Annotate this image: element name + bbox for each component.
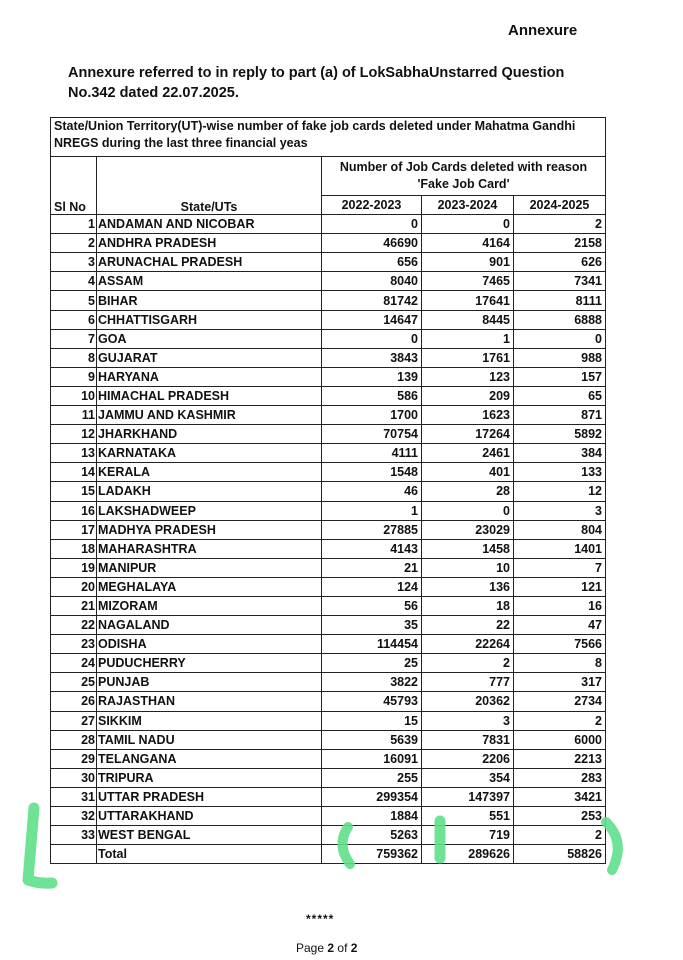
value-2023-2024-cell: 136 bbox=[422, 577, 514, 596]
value-2022-2023-cell: 46690 bbox=[322, 234, 422, 253]
value-2023-2024-cell: 123 bbox=[422, 367, 514, 386]
table-row bbox=[51, 616, 606, 635]
sl-no-cell: 30 bbox=[51, 768, 97, 787]
value-2022-2023-cell: 3822 bbox=[322, 673, 422, 692]
value-2022-2023-cell: 299354 bbox=[322, 787, 422, 806]
value-2022-2023-cell: 1 bbox=[322, 501, 422, 520]
table-row bbox=[51, 463, 606, 482]
value-2023-2024-cell: 0 bbox=[422, 501, 514, 520]
value-2024-2025-cell: 2 bbox=[514, 711, 606, 730]
value-2023-2024-cell: 22264 bbox=[422, 635, 514, 654]
sl-no-cell: 7 bbox=[51, 329, 97, 348]
value-2024-2025-cell: 6888 bbox=[514, 310, 606, 329]
highlight-mark-left bbox=[28, 808, 52, 883]
state-name-cell: MAHARASHTRA bbox=[97, 539, 322, 558]
page-total: 2 bbox=[350, 941, 358, 955]
value-2024-2025-cell: 253 bbox=[514, 807, 606, 826]
sl-no-cell: 20 bbox=[51, 577, 97, 596]
value-2023-2024-cell: 7831 bbox=[422, 730, 514, 749]
value-2022-2023-cell: 5639 bbox=[322, 730, 422, 749]
value-2022-2023-cell: 81742 bbox=[322, 291, 422, 310]
header-state: State/UTs bbox=[97, 157, 322, 215]
value-2023-2024-cell: 209 bbox=[422, 386, 514, 405]
value-2022-2023-cell: 0 bbox=[322, 329, 422, 348]
value-2022-2023-cell: 46 bbox=[322, 482, 422, 501]
state-name-cell: ODISHA bbox=[97, 635, 322, 654]
table-row bbox=[51, 386, 606, 405]
sl-no-cell: 2 bbox=[51, 234, 97, 253]
value-2024-2025-cell: 988 bbox=[514, 348, 606, 367]
sl-no-cell: 27 bbox=[51, 711, 97, 730]
table-title: State/Union Territory(UT)-wise number of fake job cards deleted under Mahatma Gandhi NREGS during the last three financial yeas bbox=[51, 118, 606, 157]
value-2022-2023-cell: 1700 bbox=[322, 406, 422, 425]
value-2023-2024-cell: 551 bbox=[422, 807, 514, 826]
table-row bbox=[51, 596, 606, 615]
value-2023-2024-cell: 147397 bbox=[422, 787, 514, 806]
sl-no-cell: 26 bbox=[51, 692, 97, 711]
sl-no-cell: 31 bbox=[51, 787, 97, 806]
value-2024-2025-cell: 5892 bbox=[514, 425, 606, 444]
value-2023-2024-cell: 719 bbox=[422, 826, 514, 845]
value-2023-2024-cell: 401 bbox=[422, 463, 514, 482]
state-name-cell: ARUNACHAL PRADESH bbox=[97, 253, 322, 272]
state-name-cell: CHHATTISGARH bbox=[97, 310, 322, 329]
table-row bbox=[51, 444, 606, 463]
value-2022-2023-cell: 1884 bbox=[322, 807, 422, 826]
sl-no-cell: 25 bbox=[51, 673, 97, 692]
value-2024-2025-cell: 871 bbox=[514, 406, 606, 425]
value-2024-2025-cell: 283 bbox=[514, 768, 606, 787]
sl-no-cell: 13 bbox=[51, 444, 97, 463]
value-2024-2025-cell: 2734 bbox=[514, 692, 606, 711]
value-2022-2023-cell: 586 bbox=[322, 386, 422, 405]
value-2023-2024-cell: 777 bbox=[422, 673, 514, 692]
table-row bbox=[51, 826, 606, 845]
sl-no-cell: 5 bbox=[51, 291, 97, 310]
sl-no-cell: 10 bbox=[51, 386, 97, 405]
value-2024-2025-cell: 8111 bbox=[514, 291, 606, 310]
table-row bbox=[51, 711, 606, 730]
table-row bbox=[51, 329, 606, 348]
state-name-cell: TRIPURA bbox=[97, 768, 322, 787]
value-2023-2024-cell: 1458 bbox=[422, 539, 514, 558]
sl-no-cell: 16 bbox=[51, 501, 97, 520]
value-2022-2023-cell: 45793 bbox=[322, 692, 422, 711]
state-name-cell: JHARKHAND bbox=[97, 425, 322, 444]
value-2022-2023-cell: 27885 bbox=[322, 520, 422, 539]
value-2023-2024-cell: 18 bbox=[422, 596, 514, 615]
value-2023-2024-cell: 1 bbox=[422, 329, 514, 348]
value-2022-2023-cell: 5263 bbox=[322, 826, 422, 845]
value-2024-2025-cell: 2158 bbox=[514, 234, 606, 253]
value-2023-2024-cell: 28 bbox=[422, 482, 514, 501]
value-2024-2025-cell: 157 bbox=[514, 367, 606, 386]
total-2022-2023: 759362 bbox=[322, 845, 422, 864]
state-name-cell: GOA bbox=[97, 329, 322, 348]
state-name-cell: MADHYA PRADESH bbox=[97, 520, 322, 539]
table-row bbox=[51, 635, 606, 654]
table-row bbox=[51, 749, 606, 768]
value-2024-2025-cell: 121 bbox=[514, 577, 606, 596]
value-2022-2023-cell: 21 bbox=[322, 558, 422, 577]
value-2023-2024-cell: 0 bbox=[422, 215, 514, 234]
value-2022-2023-cell: 56 bbox=[322, 596, 422, 615]
state-name-cell: RAJASTHAN bbox=[97, 692, 322, 711]
state-name-cell: NAGALAND bbox=[97, 616, 322, 635]
state-name-cell: BIHAR bbox=[97, 291, 322, 310]
table-row bbox=[51, 425, 606, 444]
state-name-cell: HARYANA bbox=[97, 367, 322, 386]
value-2022-2023-cell: 3843 bbox=[322, 348, 422, 367]
table-row bbox=[51, 253, 606, 272]
value-2024-2025-cell: 8 bbox=[514, 654, 606, 673]
header-group: Number of Job Cards deleted with reason 'Fake Job Card' bbox=[322, 157, 606, 196]
value-2024-2025-cell: 2213 bbox=[514, 749, 606, 768]
state-name-cell: MEGHALAYA bbox=[97, 577, 322, 596]
sl-no-cell: 1 bbox=[51, 215, 97, 234]
table-row bbox=[51, 692, 606, 711]
table-row bbox=[51, 310, 606, 329]
value-2023-2024-cell: 17641 bbox=[422, 291, 514, 310]
sl-no-cell: 28 bbox=[51, 730, 97, 749]
table-row bbox=[51, 673, 606, 692]
value-2024-2025-cell: 7341 bbox=[514, 272, 606, 291]
value-2024-2025-cell: 1401 bbox=[514, 539, 606, 558]
sl-no-cell: 29 bbox=[51, 749, 97, 768]
annexure-label: Annexure bbox=[508, 22, 578, 39]
value-2024-2025-cell: 47 bbox=[514, 616, 606, 635]
value-2022-2023-cell: 114454 bbox=[322, 635, 422, 654]
value-2023-2024-cell: 2206 bbox=[422, 749, 514, 768]
value-2022-2023-cell: 15 bbox=[322, 711, 422, 730]
sl-no-cell: 11 bbox=[51, 406, 97, 425]
sl-no-cell: 33 bbox=[51, 826, 97, 845]
value-2022-2023-cell: 8040 bbox=[322, 272, 422, 291]
state-name-cell: ANDHRA PRADESH bbox=[97, 234, 322, 253]
value-2022-2023-cell: 25 bbox=[322, 654, 422, 673]
sl-no-cell: 12 bbox=[51, 425, 97, 444]
value-2023-2024-cell: 1623 bbox=[422, 406, 514, 425]
page-current: 2 bbox=[327, 941, 335, 955]
value-2022-2023-cell: 4111 bbox=[322, 444, 422, 463]
total-2024-2025: 58826 bbox=[514, 845, 606, 864]
value-2023-2024-cell: 2461 bbox=[422, 444, 514, 463]
table-row bbox=[51, 215, 606, 234]
table-row bbox=[51, 768, 606, 787]
value-2024-2025-cell: 0 bbox=[514, 329, 606, 348]
state-name-cell: UTTAR PRADESH bbox=[97, 787, 322, 806]
table-row bbox=[51, 654, 606, 673]
value-2024-2025-cell: 2 bbox=[514, 826, 606, 845]
value-2024-2025-cell: 626 bbox=[514, 253, 606, 272]
value-2024-2025-cell: 65 bbox=[514, 386, 606, 405]
value-2022-2023-cell: 4143 bbox=[322, 539, 422, 558]
table-row bbox=[51, 291, 606, 310]
state-name-cell: HIMACHAL PRADESH bbox=[97, 386, 322, 405]
value-2024-2025-cell: 7566 bbox=[514, 635, 606, 654]
value-2022-2023-cell: 0 bbox=[322, 215, 422, 234]
table-row bbox=[51, 577, 606, 596]
total-row bbox=[51, 845, 606, 864]
value-2022-2023-cell: 70754 bbox=[322, 425, 422, 444]
value-2023-2024-cell: 4164 bbox=[422, 234, 514, 253]
total-sl bbox=[51, 845, 97, 864]
sl-no-cell: 15 bbox=[51, 482, 97, 501]
state-name-cell: ANDAMAN AND NICOBAR bbox=[97, 215, 322, 234]
sl-no-cell: 4 bbox=[51, 272, 97, 291]
fake-job-cards-table bbox=[50, 117, 606, 864]
table-row bbox=[51, 787, 606, 806]
state-name-cell: UTTARAKHAND bbox=[97, 807, 322, 826]
value-2022-2023-cell: 14647 bbox=[322, 310, 422, 329]
value-2024-2025-cell: 133 bbox=[514, 463, 606, 482]
value-2024-2025-cell: 7 bbox=[514, 558, 606, 577]
table-row bbox=[51, 730, 606, 749]
value-2023-2024-cell: 23029 bbox=[422, 520, 514, 539]
value-2023-2024-cell: 17264 bbox=[422, 425, 514, 444]
sl-no-cell: 3 bbox=[51, 253, 97, 272]
table-row bbox=[51, 367, 606, 386]
page-number bbox=[296, 941, 357, 955]
value-2022-2023-cell: 124 bbox=[322, 577, 422, 596]
sl-no-cell: 17 bbox=[51, 520, 97, 539]
table-row bbox=[51, 272, 606, 291]
header-sl-no: Sl No bbox=[51, 157, 97, 215]
value-2024-2025-cell: 16 bbox=[514, 596, 606, 615]
state-name-cell: LAKSHADWEEP bbox=[97, 501, 322, 520]
header-year-2: 2023-2024 bbox=[422, 196, 514, 215]
sl-no-cell: 22 bbox=[51, 616, 97, 635]
state-name-cell: LADAKH bbox=[97, 482, 322, 501]
table-row bbox=[51, 539, 606, 558]
value-2022-2023-cell: 656 bbox=[322, 253, 422, 272]
state-name-cell: TELANGANA bbox=[97, 749, 322, 768]
state-name-cell: JAMMU AND KASHMIR bbox=[97, 406, 322, 425]
total-2023-2024: 289626 bbox=[422, 845, 514, 864]
value-2023-2024-cell: 10 bbox=[422, 558, 514, 577]
state-name-cell: MANIPUR bbox=[97, 558, 322, 577]
value-2023-2024-cell: 20362 bbox=[422, 692, 514, 711]
sl-no-cell: 9 bbox=[51, 367, 97, 386]
value-2023-2024-cell: 2 bbox=[422, 654, 514, 673]
value-2023-2024-cell: 1761 bbox=[422, 348, 514, 367]
sl-no-cell: 18 bbox=[51, 539, 97, 558]
state-name-cell: KARNATAKA bbox=[97, 444, 322, 463]
state-name-cell: GUJARAT bbox=[97, 348, 322, 367]
sl-no-cell: 8 bbox=[51, 348, 97, 367]
value-2023-2024-cell: 7465 bbox=[422, 272, 514, 291]
value-2022-2023-cell: 139 bbox=[322, 367, 422, 386]
sl-no-cell: 21 bbox=[51, 596, 97, 615]
intro-text: Annexure referred to in reply to part (a) of LokSabhaUnstarred Question No.342 dated 22.07.2025. bbox=[68, 65, 565, 101]
highlight-mark-right bbox=[606, 822, 618, 870]
value-2023-2024-cell: 901 bbox=[422, 253, 514, 272]
header-year-1: 2022-2023 bbox=[322, 196, 422, 215]
value-2024-2025-cell: 6000 bbox=[514, 730, 606, 749]
sl-no-cell: 19 bbox=[51, 558, 97, 577]
page-prefix: Page bbox=[296, 941, 325, 955]
sl-no-cell: 23 bbox=[51, 635, 97, 654]
value-2023-2024-cell: 22 bbox=[422, 616, 514, 635]
total-label: Total bbox=[97, 845, 322, 864]
state-name-cell: WEST BENGAL bbox=[97, 826, 322, 845]
sl-no-cell: 14 bbox=[51, 463, 97, 482]
value-2024-2025-cell: 3 bbox=[514, 501, 606, 520]
table-row bbox=[51, 520, 606, 539]
value-2023-2024-cell: 8445 bbox=[422, 310, 514, 329]
value-2024-2025-cell: 804 bbox=[514, 520, 606, 539]
state-name-cell: TAMIL NADU bbox=[97, 730, 322, 749]
sl-no-cell: 32 bbox=[51, 807, 97, 826]
table-row bbox=[51, 807, 606, 826]
value-2024-2025-cell: 2 bbox=[514, 215, 606, 234]
value-2023-2024-cell: 3 bbox=[422, 711, 514, 730]
value-2022-2023-cell: 35 bbox=[322, 616, 422, 635]
footer-stars: ***** bbox=[306, 912, 335, 926]
table-row bbox=[51, 234, 606, 253]
sl-no-cell: 6 bbox=[51, 310, 97, 329]
table-row bbox=[51, 348, 606, 367]
page-sep: of bbox=[337, 941, 348, 955]
value-2022-2023-cell: 1548 bbox=[322, 463, 422, 482]
value-2024-2025-cell: 384 bbox=[514, 444, 606, 463]
value-2022-2023-cell: 16091 bbox=[322, 749, 422, 768]
value-2024-2025-cell: 3421 bbox=[514, 787, 606, 806]
state-name-cell: KERALA bbox=[97, 463, 322, 482]
table-row bbox=[51, 558, 606, 577]
table-row bbox=[51, 501, 606, 520]
state-name-cell: PUNJAB bbox=[97, 673, 322, 692]
value-2023-2024-cell: 354 bbox=[422, 768, 514, 787]
state-name-cell: SIKKIM bbox=[97, 711, 322, 730]
state-name-cell: MIZORAM bbox=[97, 596, 322, 615]
table-row bbox=[51, 406, 606, 425]
value-2022-2023-cell: 255 bbox=[322, 768, 422, 787]
state-name-cell: ASSAM bbox=[97, 272, 322, 291]
state-name-cell: PUDUCHERRY bbox=[97, 654, 322, 673]
sl-no-cell: 24 bbox=[51, 654, 97, 673]
value-2024-2025-cell: 317 bbox=[514, 673, 606, 692]
header-year-3: 2024-2025 bbox=[514, 196, 606, 215]
table-row bbox=[51, 482, 606, 501]
value-2024-2025-cell: 12 bbox=[514, 482, 606, 501]
